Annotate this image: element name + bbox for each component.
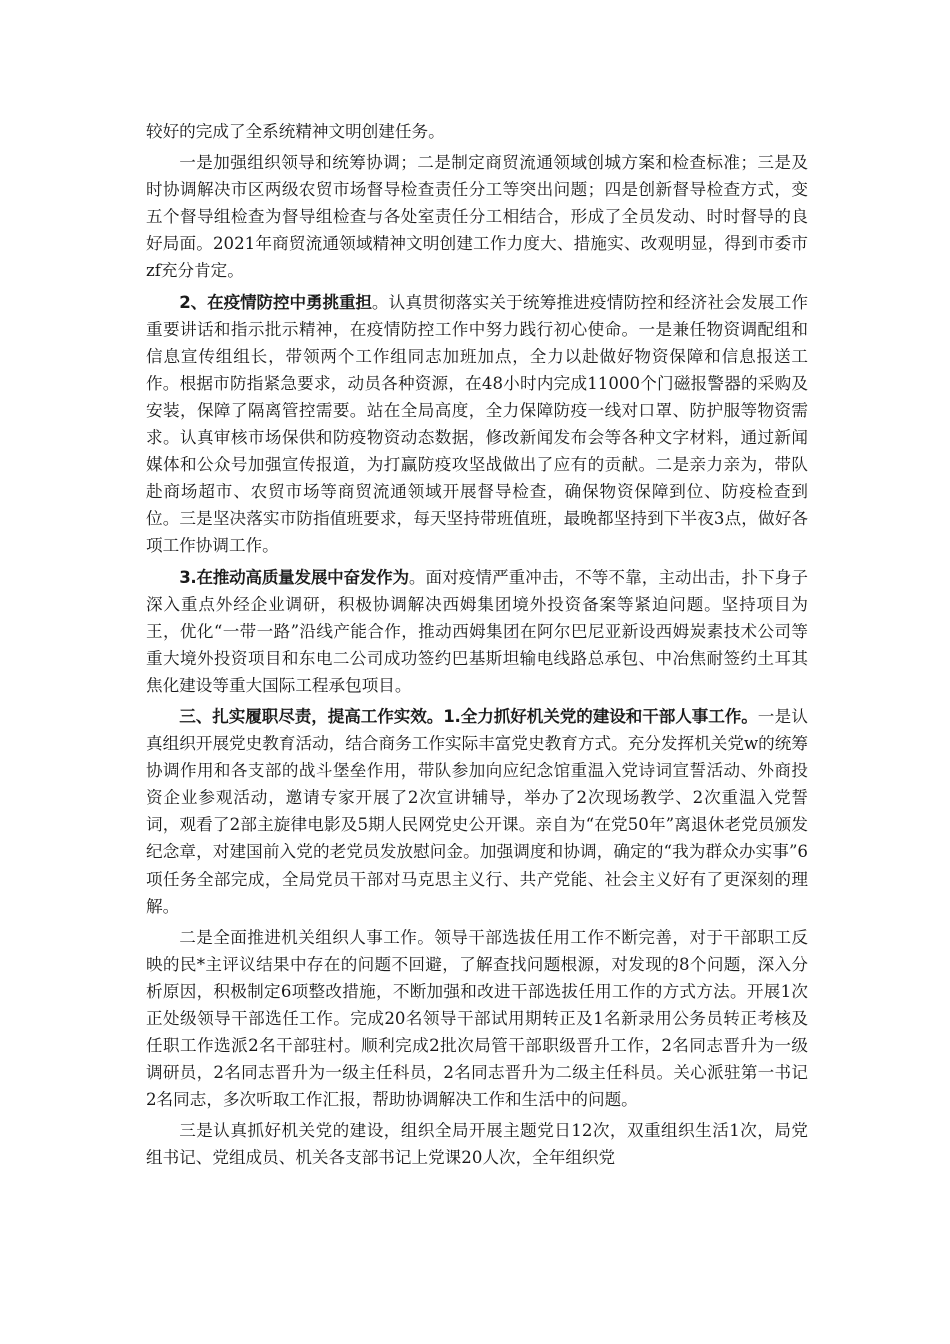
paragraph-heading: 2、在疫情防控中勇挑重担 [179,292,372,312]
paragraph-heading: 3.在推动高质量发展中奋发作为 [179,567,409,587]
paragraph-text: 三是认真抓好机关党的建设，组织全局开展主题党日12次，双重组织生活1次，局党组书记、党组成员、机关各支部书记上党课20人次，全年组织党 [146,1121,808,1168]
paragraph-text: 一是加强组织领导和统筹协调；二是制定商贸流通领域创城方案和检查标准；三是及时协调解决市区两级农贸市场督导检查责任分工等突出问题；四是创新督导检查方式，变五个督导组检查为督导组检查与各处室责任分工相结合，形成了全员发动、时时督导的良好局面。2021年商贸流通领域精神文明创建工作力度大、措施实、改观明显，得到市委市zf充分肯定。 [146,153,808,281]
paragraph-text: 较好的完成了全系统精神文明创建任务。 [146,122,445,141]
document-page [146,118,808,1176]
paragraph-epidemic-prevention [146,289,808,560]
paragraph-text: 。认真贯彻落实关于统筹推进疫情防控和经济社会发展工作重要讲话和指示批示精神，在疫情防控工作中努力践行初心使命。一是兼任物资调配组和信息宣传组组长，带领两个工作组同志加班加点，全力以赴做好物资保障和信息报送工作。根据市防指紧急要求，动员各种资源，在48小时内完成11000个门磁报警器的采购及安装，保障了隔离管控需要。站在全局高度，全力保障防疫一线对口罩、防护服等物资需求。认真审核市场保供和防疫物资动态数据，修改新闻发布会等各种文字材料，通过新闻媒体和公众号加强宣传报道，为打赢防疫攻坚战做出了应有的贡献。二是亲力亲为，带队赴商场超市、农贸市场等商贸流通领域开展督导检查，确保物资保障到位、防疫检查到位。三是坚决落实市防指值班要求，每天坚持带班值班，最晚都坚持到下半夜3点，做好各项工作协调工作。 [146,292,808,556]
paragraph-high-quality-development [146,564,808,699]
paragraph-party-building [146,703,808,920]
paragraph-text: 。面对疫情严重冲击，不等不靠，主动出击，扑下身子深入重点外经企业调研，积极协调解决西姆集团境外投资备案等紧迫问题。坚持项目为王，优化“一带一路”沿线产能合作，推动西姆集团在阿尔巴尼亚新设西姆炭素技术公司等重大境外投资项目和东电二公司成功签约巴基斯坦输电线路总承包、中冶焦耐签约土耳其焦化建设等重大国际工程承包项目。 [146,567,808,695]
paragraph-continuation [146,118,808,145]
paragraph-personnel-work [146,924,808,1114]
paragraph-text: 二是全面推进机关组织人事工作。领导干部选拔任用工作不断完善，对于干部职工反映的民*主评议结果中存在的问题不回避，了解查找问题根源，对发现的8个问题，深入分析原因，积极制定6项整改措施，不断加强和改进干部选拔任用工作的方式方法。开展1次正处级领导干部选任工作。完成20名领导干部试用期转正及1名新录用公务员转正考核及任职工作选派2名干部驻村。顺利完成2批次局管干部职级晋升工作，2名同志晋升为一级调研员，2名同志晋升为一级主任科员，2名同志晋升为二级主任科员。关心派驻第一书记2名同志，多次听取工作汇报，帮助协调解决工作和生活中的问题。 [146,927,808,1110]
paragraph-civilization-measures [146,149,808,284]
section-heading: 三、扎实履职尽责，提高工作实效。1.全力抓好机关党的建设和干部人事工作。 [179,706,758,726]
paragraph-text: 一是认真组织开展党史教育活动，结合商务工作实际丰富党史教育方式。充分发挥机关党w的统筹协调作用和各支部的战斗堡垒作用，带队参加向应纪念馆重温入党诗词宣誓活动、外商投资企业参观活动，邀请专家开展了2次宣讲辅导，举办了2次现场教学、2次重温入党誓词，观看了2部主旋律电影及5期人民网党史公开课。亲自为“在党50年”离退休老党员颁发纪念章，对建国前入党的老党员发放慰问金。加强调度和协调，确定的“我为群众办实事”6项任务全部完成，全局党员干部对马克思主义行、共产党能、社会主义好有了更深刻的理解。 [146,706,808,916]
paragraph-organization-life [146,1117,808,1171]
